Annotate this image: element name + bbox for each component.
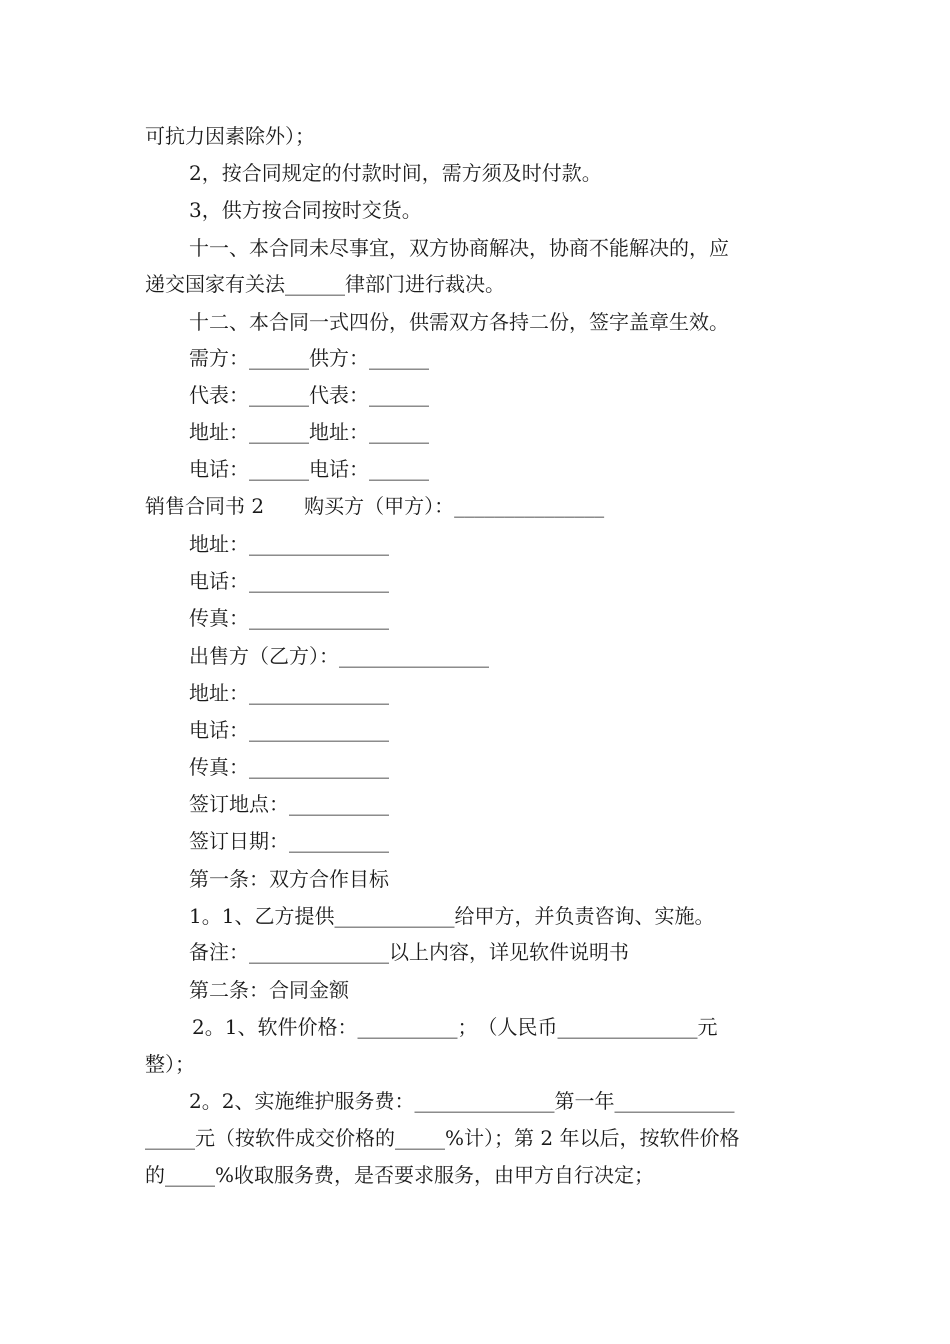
signature-row: 代表：______代表：______ [189, 383, 429, 407]
text-line: 1。1、乙方提供____________给甲方，并负责咨询、实施。 [189, 904, 715, 928]
form-field: 传真：______________ [189, 606, 389, 630]
form-field: 电话：______________ [189, 569, 389, 593]
signature-row: 地址：______地址：______ [189, 420, 429, 444]
section-heading: 第一条：双方合作目标 [189, 867, 389, 891]
text-line: 2。2、实施维护服务费：______________第一年____________ [189, 1089, 735, 1113]
form-field: 出售方（乙方）：_______________ [189, 644, 489, 668]
text-line: 备注：______________以上内容，详见软件说明书 [189, 940, 629, 964]
form-field: 地址：______________ [189, 681, 389, 705]
text-line: 十二、本合同一式四份，供需双方各持二份，签字盖章生效。 [189, 310, 729, 334]
text-line: 2。1、软件价格：__________； （人民币______________元 [192, 1015, 718, 1039]
text-line: 十一、本合同未尽事宜，双方协商解决，协商不能解决的，应 [189, 236, 729, 260]
form-field: 传真：______________ [189, 755, 389, 779]
signature-row: 需方：______供方：______ [189, 346, 429, 370]
text-line: 可抗力因素除外）； [145, 124, 315, 148]
text-line: 的_____%收取服务费，是否要求服务，由甲方自行决定； [145, 1163, 655, 1187]
form-field: 签订日期：__________ [189, 829, 389, 853]
text-line: 递交国家有关法______律部门进行裁决。 [145, 272, 505, 296]
form-field: 电话：______________ [189, 718, 389, 742]
form-field: 地址：______________ [189, 532, 389, 556]
text-line: 整）； [145, 1052, 195, 1076]
signature-row: 电话：______电话：______ [189, 457, 429, 481]
text-line: 2，按合同规定的付款时间，需方须及时付款。 [189, 161, 602, 185]
text-line: _____元（按软件成交价格的_____%计）；第 2 年以后，按软件价格 [145, 1126, 740, 1150]
text-line: 3，供方按合同按时交货。 [189, 198, 422, 222]
section-heading: 第二条：合同金额 [189, 978, 349, 1002]
contract-heading: 销售合同书 2 购买方（甲方）：_______________ [145, 494, 605, 518]
form-field: 签订地点：__________ [189, 792, 389, 816]
